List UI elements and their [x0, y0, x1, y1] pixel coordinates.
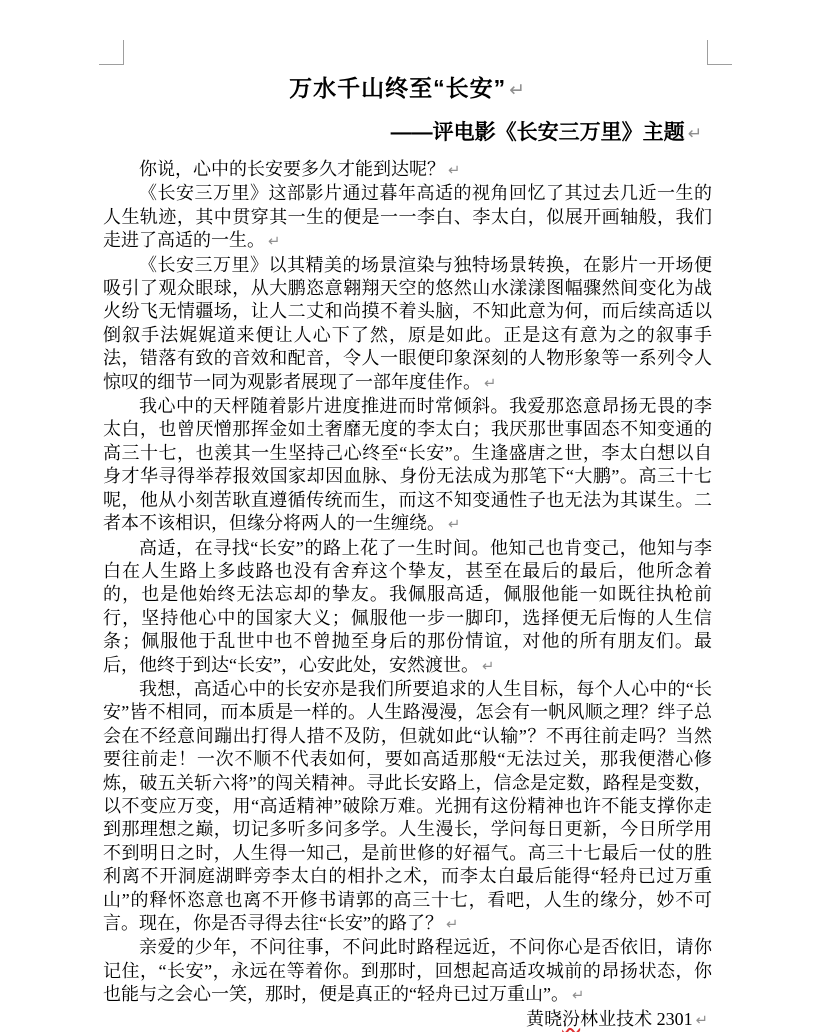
paragraph[interactable]	[103, 254, 712, 395]
signature-line[interactable]	[103, 1008, 712, 1032]
paragraph-return-mark: ↵	[268, 233, 281, 251]
paragraph-text: 我想，高适心中的长安亦是我们所要追求的人生目标，每个人心中的“长安”皆不相同，而本质是一样的。人生路漫漫，怎会有一帆风顺之理？绊子总会在不经意间蹦出打得人措不及防，但就如此“认输”？不再往前走吗？当然要往前走！一次不顺不代表如何，要如高适那般“无法过关，那我便潜心修炼，破五关斩六将”的闯关精神。寻此长安路上，信念是定数，路程是变数，以不变应万变，用“高适精神”破除万难。光拥有这份精神也许不能支撑你走到那理想之巅，切记多听多问多学。人生漫长，学问每日更新，今日所学用不到明日之时，人生得一知己，是前世修的好福气。高三十七最后一仗的胜利离不开洞庭湖畔旁李太白的相扑之术，而李太白最后能得“轻舟已过万重山”的释怀恣意也离不开修书请郭的高三十七，看吧，人生的缘分，妙不可言。现在，你是否寻得去往“长安”的路了？	[103, 678, 712, 933]
paragraph[interactable]	[103, 678, 712, 936]
essay-title[interactable]	[103, 74, 712, 104]
margin-crop-mark-top-left	[99, 40, 124, 65]
essay-subtitle[interactable]	[103, 120, 712, 147]
paragraph-return-mark: ↵	[448, 516, 461, 534]
essay-body	[103, 158, 712, 1008]
document-content	[103, 74, 712, 1032]
essay-subtitle-text: ——评电影《长安三万里》主题	[390, 121, 685, 144]
paragraph-return-mark: ↵	[571, 987, 585, 1005]
paragraph-return-mark: ↵	[509, 79, 526, 101]
paragraph-return-mark: ↵	[695, 1011, 708, 1029]
paragraph-text: 《长安三万里》以其精美的场景渲染与独特场景转换，在影片一开场便吸引了观众眼球，从大鹏恣意翱翔天空的悠然山水漾漾图幅骤然间变化为战火纷飞无情疆场，让人二丈和尚摸不着头脑，不知此意为何，而后续高适以倒叙手法娓娓道来便让人心下了然，原是如此。正是这有意为之的叙事手法，错落有致的音效和配音，令人一眼便印象深刻的人物形象等一系列令人惊叹的细节一同为观影者展现了一部年度佳作。	[103, 254, 712, 392]
paragraph-return-mark: ↵	[481, 657, 495, 675]
paragraph-return-mark: ↵	[687, 124, 702, 144]
paragraph-return-mark: ↵	[445, 916, 459, 933]
paragraph-text: 我心中的天枰随着影片进度推进而时常倾斜。我爱那恣意昂扬无畏的李太白，也曾厌憎那挥金如土奢靡无度的李太白；我厌那世事固态不知变通的高三十七，也羡其一生坚持己心终至“长安”。生逢盛唐之世，李太白想以自身才华寻得举荐报效国家却因血脉、身份无法成为那笔下“大鹏”。高三十七呢，他从小刻苦耿直遵循传统而生，而这不知变通性子也无法为其谋生。二者本不该相识，但缘分将两人的一生缠绕。	[103, 396, 712, 534]
paragraph-text: 《长安三万里》这部影片通过暮年高适的视角回忆了其过去几近一生的人生轨迹，其中贯穿其一生的便是一一李白、李太白，似展开画轴般，我们走进了高适的一生。	[103, 183, 712, 251]
paragraph-return-mark: ↵	[448, 162, 461, 179]
signature-pre: 黄晓	[526, 1008, 563, 1029]
paragraph[interactable]	[103, 158, 712, 182]
paragraph[interactable]	[103, 182, 712, 253]
paragraph[interactable]	[103, 395, 712, 536]
paragraph[interactable]	[103, 936, 712, 1007]
paragraph-text: 亲爱的少年，不问往事，不问此时路程远近，不问你心是否依旧，请你记住，“长安”，永远在等着你。到那时，回想起高适攻城前的昂扬状态，你也能与之会心一笑，那时，便是真正的“轻舟已过万重山”。	[103, 937, 712, 1005]
paragraph-text: 高适，在寻找“长安”的路上花了一生时间。他知己也肯变己，他知与李白在人生路上多歧路也没有舍弃这个挚友，甚至在最后的最后，他所念着的，也是他始终无法忘却的挚友。我佩服高适，佩服他能一如既往执枪前行，坚持他心中的国家大义；佩服他一步一脚印，选择便无后悔的人生信条；佩服他于乱世中也不曾抛至身后的那份情谊，对他的所有朋友们。最后，他终于到达“长安”，心安此处，安然渡世。	[103, 537, 712, 675]
signature-post: 林业技术 2301	[580, 1008, 693, 1029]
paragraph[interactable]	[103, 537, 712, 678]
signature-misspelled-word: 汾	[562, 1008, 581, 1029]
margin-crop-mark-top-right	[707, 40, 732, 65]
essay-title-text: 万水千山终至“长安”	[289, 75, 507, 101]
paragraph-return-mark: ↵	[484, 374, 497, 392]
paragraph-text: 你说，心中的长安要多久才能到达呢？	[139, 159, 445, 179]
